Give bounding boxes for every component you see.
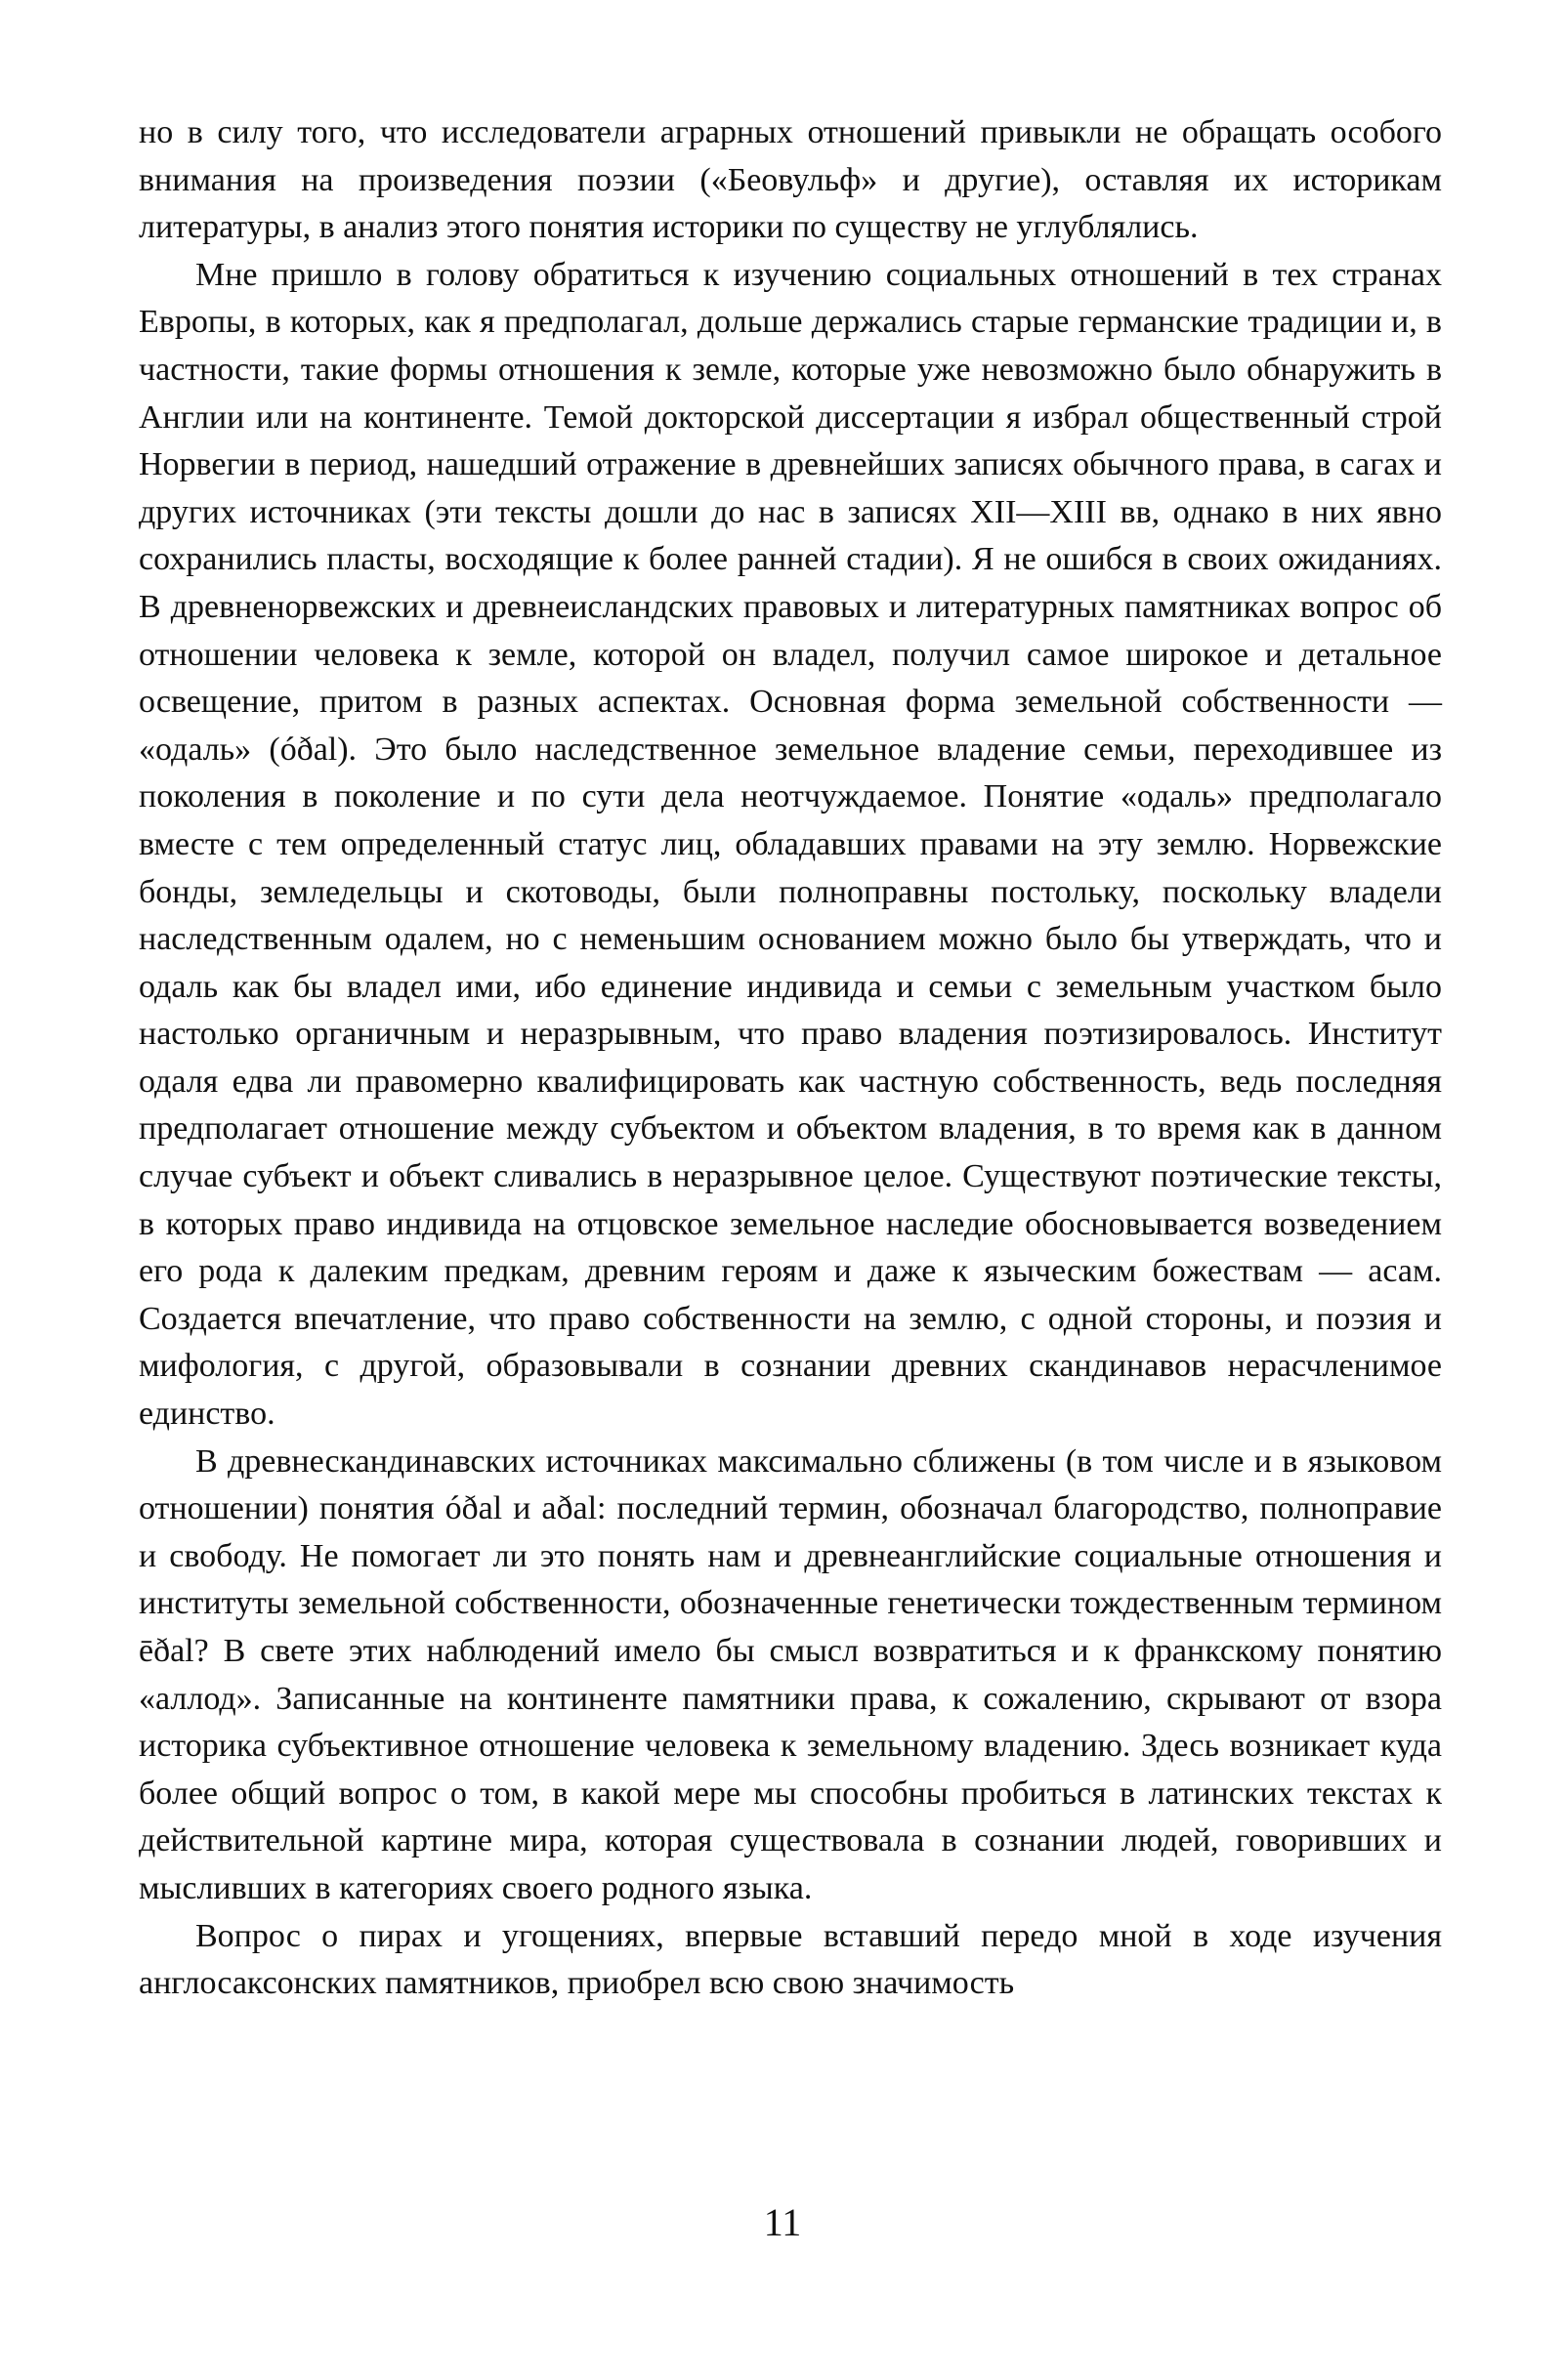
- paragraph-feasts: Вопрос о пирах и угощениях, впервые вставший передо мной в ходе изучения англосаксонских памятников, приобрел всю свою значимость: [139, 1917, 1442, 2002]
- paragraph-continuation: но в силу того, что исследователи аграрных отношений привыкли не обращать особого внимания на произведения поэзии («Беовульф» и другие), оставляя их историкам литературы, в анализ этого понятия историки по существу не углублялись.: [139, 114, 1442, 246]
- paragraph-odal: Мне пришло в голову обратиться к изучению социальных отношений в тех странах Европы, в которых, как я предполагал, дольше держались старые германские традиции и, в частности, такие формы отношения к земле, которые уже невозможно было обнаружить в Англии или на континенте. Темой докторской диссертации я избрал общественный строй Норвегии в период, нашедший отражение в древнейших записях обычного права, в сагах и других источниках (эти тексты дошли до нас в записях XII—XIII вв, однако в них явно сохранились пласты, восходящие к более ранней стадии). Я не ошибся в своих ожиданиях. В древненорвежских и древнеисландских правовых и литературных памятниках вопрос об отношении человека к земле, которой он владел, получил самое широкое и детальное освещение, притом в разных аспектах. Основная форма земельной собственности — «одаль» (óðal). Это было наследственное земельное владение семьи, переходившее из поколения в поколение и по сути дела неотчуждаемое. Понятие «одаль» предполагало вместе с тем определенный статус лиц, обладавших правами на эту землю. Норвежские бонды, земледельцы и скотоводы, были полноправны постольку, поскольку владели наследственным одалем, но с неменьшим основанием можно было бы утверждать, что и одаль как бы владел ими, ибо единение индивида и семьи с земельным участком было настолько органичным и неразрывным, что право владения поэтизировалось. Институт одаля едва ли правомерно квалифицировать как частную собственность, ведь последняя предполагает отношение между субъектом и объектом владения, в то время как в данном случае субъект и объект сливались в неразрывное целое. Существуют поэтические тексты, в которых право индивида на отцовское земельное наследие обосновывается возведением его рода к далеким предкам, древним героям и даже к языческим божествам — асам. Создается впечатление, что право собственности на землю, с одной стороны, и поэзия и мифология, с другой, образовывали в сознании древних скандинавов нерасчленимое единство.: [139, 256, 1442, 1433]
- body-text: [139, 109, 1442, 2008]
- page-number: 11: [763, 2200, 802, 2244]
- paragraph-terms: В древнескандинавских источниках максимально сближены (в том числе и в языковом отношении) понятия óðal и aðal: последний термин, обозначал благородство, полноправие и свободу. Не помогает ли это понять нам и древнеанглийские социальные отношения и институты земельной собственности, обозначенные генетически тождественным термином ēðal? В свете этих наблюдений имело бы смысл возвратиться и к франкскому понятию «аллод». Записанные на континенте памятники права, к сожалению, скрывают от взора историка субъективное отношение человека к земельному владению. Здесь возникает куда более общий вопрос о том, в какой мере мы способны пробиться в латинских текстах к действительной картине мира, которая существовала в сознании людей, говоривших и мысливших в категориях своего родного языка.: [139, 1442, 1442, 1906]
